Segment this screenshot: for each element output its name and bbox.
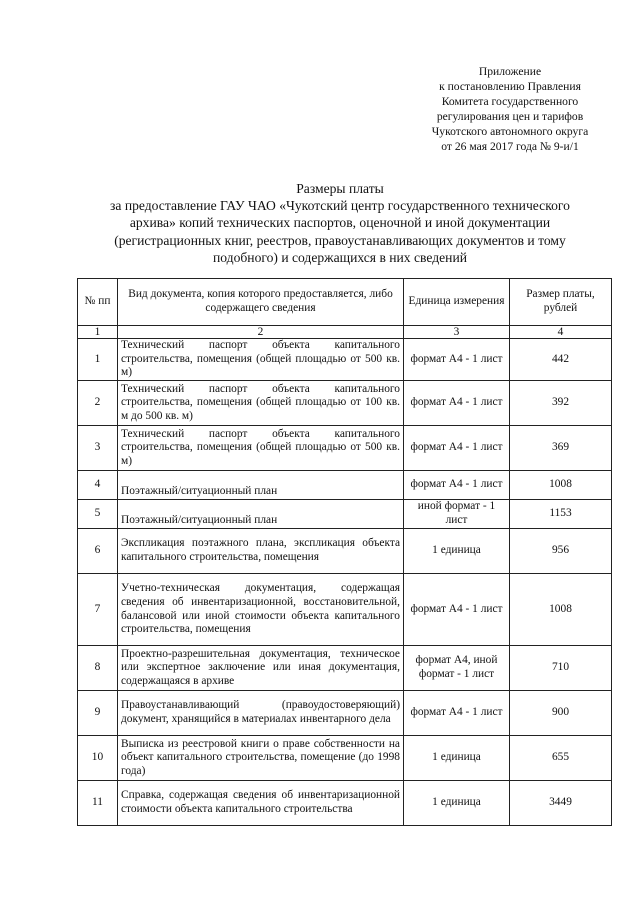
row-document: Экспликация поэтажного плана, экспликация объекта капитального строительства, помещения bbox=[118, 529, 404, 574]
table-row bbox=[78, 339, 612, 381]
row-document: Проектно-разрешительная документация, техническое или экспертное заключение или иная документация, содержащаяся в архиве bbox=[118, 646, 404, 691]
row-unit: формат А4 - 1 лист bbox=[404, 574, 510, 646]
appendix-header bbox=[410, 64, 610, 154]
row-number: 2 bbox=[78, 381, 118, 426]
header-num: № пп bbox=[78, 279, 118, 326]
row-price: 956 bbox=[510, 529, 612, 574]
row-price: 710 bbox=[510, 646, 612, 691]
appendix-line: Приложение bbox=[478, 65, 542, 78]
header-doc: Вид документа, копия которого предоставляется, либо содержащего сведения bbox=[118, 279, 404, 326]
row-unit: формат А4 - 1 лист bbox=[404, 471, 510, 500]
title-line: подобного) и содержащихся в них сведений bbox=[212, 249, 468, 265]
appendix-line: Чукотского автономного округа bbox=[431, 125, 589, 138]
table-row bbox=[78, 529, 612, 574]
row-number: 5 bbox=[78, 500, 118, 529]
document-title bbox=[70, 180, 610, 266]
column-number-row bbox=[78, 326, 612, 339]
fees-table bbox=[77, 278, 612, 826]
row-number: 1 bbox=[78, 339, 118, 381]
row-number: 6 bbox=[78, 529, 118, 574]
row-number: 11 bbox=[78, 781, 118, 826]
row-unit: формат А4 - 1 лист bbox=[404, 381, 510, 426]
column-number: 1 bbox=[78, 326, 118, 339]
header-unit: Единица измерения bbox=[404, 279, 510, 326]
row-unit: формат А4 - 1 лист bbox=[404, 426, 510, 471]
row-document: Справка, содержащая сведения об инвентаризационной стоимости объекта капитального строительства bbox=[118, 781, 404, 826]
column-number: 3 bbox=[404, 326, 510, 339]
row-price: 369 bbox=[510, 426, 612, 471]
row-price: 1008 bbox=[510, 574, 612, 646]
table-row bbox=[78, 781, 612, 826]
row-unit: формат А4 - 1 лист bbox=[404, 339, 510, 381]
row-price: 392 bbox=[510, 381, 612, 426]
row-price: 442 bbox=[510, 339, 612, 381]
row-unit: иной формат - 1 лист bbox=[404, 500, 510, 529]
row-document: Поэтажный/ситуационный план bbox=[118, 471, 404, 500]
row-unit: 1 единица bbox=[404, 781, 510, 826]
row-price: 655 bbox=[510, 736, 612, 781]
appendix-line: к постановлению Правления bbox=[439, 80, 581, 93]
table-row bbox=[78, 500, 612, 529]
appendix-line: регулирования цен и тарифов bbox=[436, 110, 584, 123]
column-number: 2 bbox=[118, 326, 404, 339]
header-price: Размер платы, рублей bbox=[510, 279, 612, 326]
row-number: 4 bbox=[78, 471, 118, 500]
table-header-row bbox=[78, 279, 612, 326]
row-document: Поэтажный/ситуационный план bbox=[118, 500, 404, 529]
row-document: Технический паспорт объекта капитального строительства, помещения (общей площадью от 100 кв. м до 500 кв. м) bbox=[118, 381, 404, 426]
row-price: 3449 bbox=[510, 781, 612, 826]
table-row bbox=[78, 381, 612, 426]
table-row bbox=[78, 574, 612, 646]
row-unit: 1 единица bbox=[404, 736, 510, 781]
row-number: 9 bbox=[78, 691, 118, 736]
table-row bbox=[78, 736, 612, 781]
table-row bbox=[78, 471, 612, 500]
column-number: 4 bbox=[510, 326, 612, 339]
row-document: Технический паспорт объекта капитального строительства, помещения (общей площадью от 500 кв. м) bbox=[118, 426, 404, 471]
title-line: Размеры платы bbox=[296, 181, 384, 196]
row-number: 8 bbox=[78, 646, 118, 691]
title-line: архива» копий технических паспортов, оценочной и иной документации bbox=[129, 215, 551, 231]
row-price: 1153 bbox=[510, 500, 612, 529]
row-number: 3 bbox=[78, 426, 118, 471]
table-row bbox=[78, 426, 612, 471]
row-document: Выписка из реестровой книги о праве собственности на объект капитального строительства, помещение (до 1998 года) bbox=[118, 736, 404, 781]
row-unit: формат А4 - 1 лист bbox=[404, 691, 510, 736]
row-number: 7 bbox=[78, 574, 118, 646]
table-row bbox=[78, 646, 612, 691]
row-unit: формат А4, иной формат - 1 лист bbox=[404, 646, 510, 691]
title-line: за предоставление ГАУ ЧАО «Чукотский центр государственного технического bbox=[110, 198, 570, 214]
table-row bbox=[78, 691, 612, 736]
row-document: Правоустанавливающий (правоудостоверяющий) документ, хранящийся в материалах инвентарного дела bbox=[118, 691, 404, 736]
row-price: 900 bbox=[510, 691, 612, 736]
appendix-line: от 26 мая 2017 года № 9-и/1 bbox=[441, 140, 579, 153]
appendix-line: Комитета государственного bbox=[441, 95, 579, 108]
row-document: Технический паспорт объекта капитального строительства, помещения (общей площадью от 500 кв. м) bbox=[118, 339, 404, 381]
row-number: 10 bbox=[78, 736, 118, 781]
row-price: 1008 bbox=[510, 471, 612, 500]
title-line: (регистрационных книг, реестров, правоустанавливающих документов и тому bbox=[114, 232, 566, 248]
row-unit: 1 единица bbox=[404, 529, 510, 574]
row-document: Учетно-техническая документация, содержащая сведения об инвентаризационной, восстановительной, балансовой или иной стоимости объекта капитального строительства, помещения bbox=[118, 574, 404, 646]
